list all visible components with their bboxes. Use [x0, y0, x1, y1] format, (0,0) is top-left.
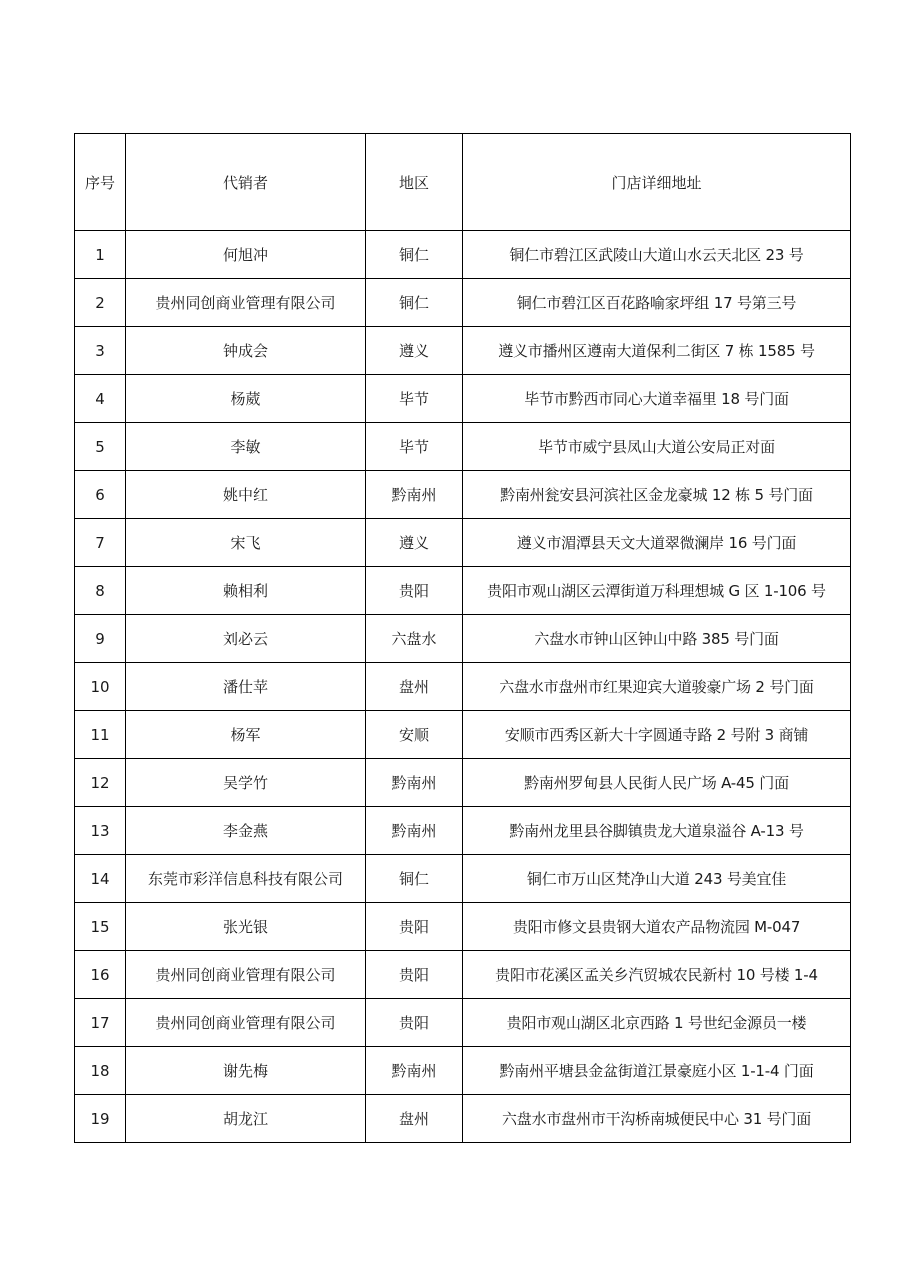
- cell-region: 铜仁: [366, 231, 463, 279]
- cell-region: 铜仁: [366, 855, 463, 903]
- table-row: [75, 759, 851, 807]
- table-row: [75, 423, 851, 471]
- cell-region: 贵阳: [366, 903, 463, 951]
- table-row: [75, 1095, 851, 1143]
- table-row: [75, 567, 851, 615]
- cell-serial-number: 8: [75, 567, 126, 615]
- cell-agent: 姚中红: [126, 471, 366, 519]
- table-row: [75, 471, 851, 519]
- cell-region: 六盘水: [366, 615, 463, 663]
- cell-agent: 谢先梅: [126, 1047, 366, 1095]
- cell-store-address: 黔南州龙里县谷脚镇贵龙大道泉溢谷 A-13 号: [463, 807, 851, 855]
- cell-region: 遵义: [366, 519, 463, 567]
- table-row: [75, 999, 851, 1047]
- cell-agent: 东莞市彩洋信息科技有限公司: [126, 855, 366, 903]
- header-row: [75, 134, 851, 231]
- table-row: [75, 1047, 851, 1095]
- table-row: [75, 279, 851, 327]
- cell-serial-number: 6: [75, 471, 126, 519]
- cell-agent: 贵州同创商业管理有限公司: [126, 999, 366, 1047]
- table-body: [75, 231, 851, 1143]
- cell-region: 遵义: [366, 327, 463, 375]
- cell-agent: 贵州同创商业管理有限公司: [126, 279, 366, 327]
- cell-store-address: 遵义市湄潭县天文大道翠微澜岸 16 号门面: [463, 519, 851, 567]
- cell-serial-number: 11: [75, 711, 126, 759]
- cell-region: 盘州: [366, 1095, 463, 1143]
- cell-region: 黔南州: [366, 807, 463, 855]
- cell-store-address: 黔南州瓮安县河滨社区金龙豪城 12 栋 5 号门面: [463, 471, 851, 519]
- cell-agent: 刘必云: [126, 615, 366, 663]
- cell-agent: 赖相利: [126, 567, 366, 615]
- header-region: 地区: [366, 134, 463, 231]
- cell-agent: 杨军: [126, 711, 366, 759]
- cell-agent: 胡龙江: [126, 1095, 366, 1143]
- cell-serial-number: 16: [75, 951, 126, 999]
- header-agent: 代销者: [126, 134, 366, 231]
- table-row: [75, 375, 851, 423]
- cell-region: 毕节: [366, 423, 463, 471]
- table-row: [75, 231, 851, 279]
- cell-region: 黔南州: [366, 1047, 463, 1095]
- cell-store-address: 安顺市西秀区新大十字圆通寺路 2 号附 3 商铺: [463, 711, 851, 759]
- table-row: [75, 663, 851, 711]
- cell-region: 盘州: [366, 663, 463, 711]
- cell-agent: 李金燕: [126, 807, 366, 855]
- cell-serial-number: 5: [75, 423, 126, 471]
- header-store-address: 门店详细地址: [463, 134, 851, 231]
- table-row: [75, 519, 851, 567]
- cell-region: 铜仁: [366, 279, 463, 327]
- cell-serial-number: 9: [75, 615, 126, 663]
- cell-store-address: 六盘水市盘州市红果迎宾大道骏豪广场 2 号门面: [463, 663, 851, 711]
- cell-store-address: 遵义市播州区遵南大道保利二街区 7 栋 1585 号: [463, 327, 851, 375]
- table-row: [75, 807, 851, 855]
- cell-store-address: 铜仁市万山区梵净山大道 243 号美宜佳: [463, 855, 851, 903]
- cell-agent: 张光银: [126, 903, 366, 951]
- cell-region: 贵阳: [366, 567, 463, 615]
- cell-agent: 钟成会: [126, 327, 366, 375]
- cell-region: 贵阳: [366, 951, 463, 999]
- table-row: [75, 327, 851, 375]
- cell-agent: 贵州同创商业管理有限公司: [126, 951, 366, 999]
- cell-serial-number: 17: [75, 999, 126, 1047]
- cell-agent: 吴学竹: [126, 759, 366, 807]
- cell-store-address: 六盘水市钟山区钟山中路 385 号门面: [463, 615, 851, 663]
- cell-serial-number: 15: [75, 903, 126, 951]
- cell-agent: 潘仕苹: [126, 663, 366, 711]
- header-serial-number: 序号: [75, 134, 126, 231]
- cell-region: 毕节: [366, 375, 463, 423]
- cell-serial-number: 13: [75, 807, 126, 855]
- cell-agent: 杨葳: [126, 375, 366, 423]
- cell-agent: 李敏: [126, 423, 366, 471]
- cell-region: 黔南州: [366, 471, 463, 519]
- cell-store-address: 黔南州平塘县金盆街道江景豪庭小区 1-1-4 门面: [463, 1047, 851, 1095]
- cell-agent: 宋飞: [126, 519, 366, 567]
- table-row: [75, 615, 851, 663]
- cell-store-address: 贵阳市花溪区孟关乡汽贸城农民新村 10 号楼 1-4: [463, 951, 851, 999]
- cell-serial-number: 7: [75, 519, 126, 567]
- cell-store-address: 铜仁市碧江区百花路喻家坪组 17 号第三号: [463, 279, 851, 327]
- cell-serial-number: 14: [75, 855, 126, 903]
- cell-serial-number: 19: [75, 1095, 126, 1143]
- store-address-table: [74, 133, 851, 1143]
- cell-serial-number: 12: [75, 759, 126, 807]
- cell-serial-number: 18: [75, 1047, 126, 1095]
- cell-store-address: 贵阳市修文县贵钢大道农产品物流园 M-047: [463, 903, 851, 951]
- cell-store-address: 黔南州罗甸县人民街人民广场 A-45 门面: [463, 759, 851, 807]
- cell-region: 贵阳: [366, 999, 463, 1047]
- cell-region: 黔南州: [366, 759, 463, 807]
- cell-store-address: 六盘水市盘州市干沟桥南城便民中心 31 号门面: [463, 1095, 851, 1143]
- table-row: [75, 855, 851, 903]
- cell-store-address: 贵阳市观山湖区北京西路 1 号世纪金源员一楼: [463, 999, 851, 1047]
- cell-store-address: 贵阳市观山湖区云潭街道万科理想城 G 区 1-106 号: [463, 567, 851, 615]
- cell-serial-number: 1: [75, 231, 126, 279]
- cell-store-address: 毕节市威宁县凤山大道公安局正对面: [463, 423, 851, 471]
- cell-serial-number: 3: [75, 327, 126, 375]
- table-row: [75, 951, 851, 999]
- table-header: [75, 134, 851, 231]
- cell-serial-number: 10: [75, 663, 126, 711]
- cell-store-address: 铜仁市碧江区武陵山大道山水云天北区 23 号: [463, 231, 851, 279]
- cell-agent: 何旭冲: [126, 231, 366, 279]
- cell-store-address: 毕节市黔西市同心大道幸福里 18 号门面: [463, 375, 851, 423]
- table-row: [75, 903, 851, 951]
- cell-serial-number: 4: [75, 375, 126, 423]
- cell-region: 安顺: [366, 711, 463, 759]
- table-row: [75, 711, 851, 759]
- cell-serial-number: 2: [75, 279, 126, 327]
